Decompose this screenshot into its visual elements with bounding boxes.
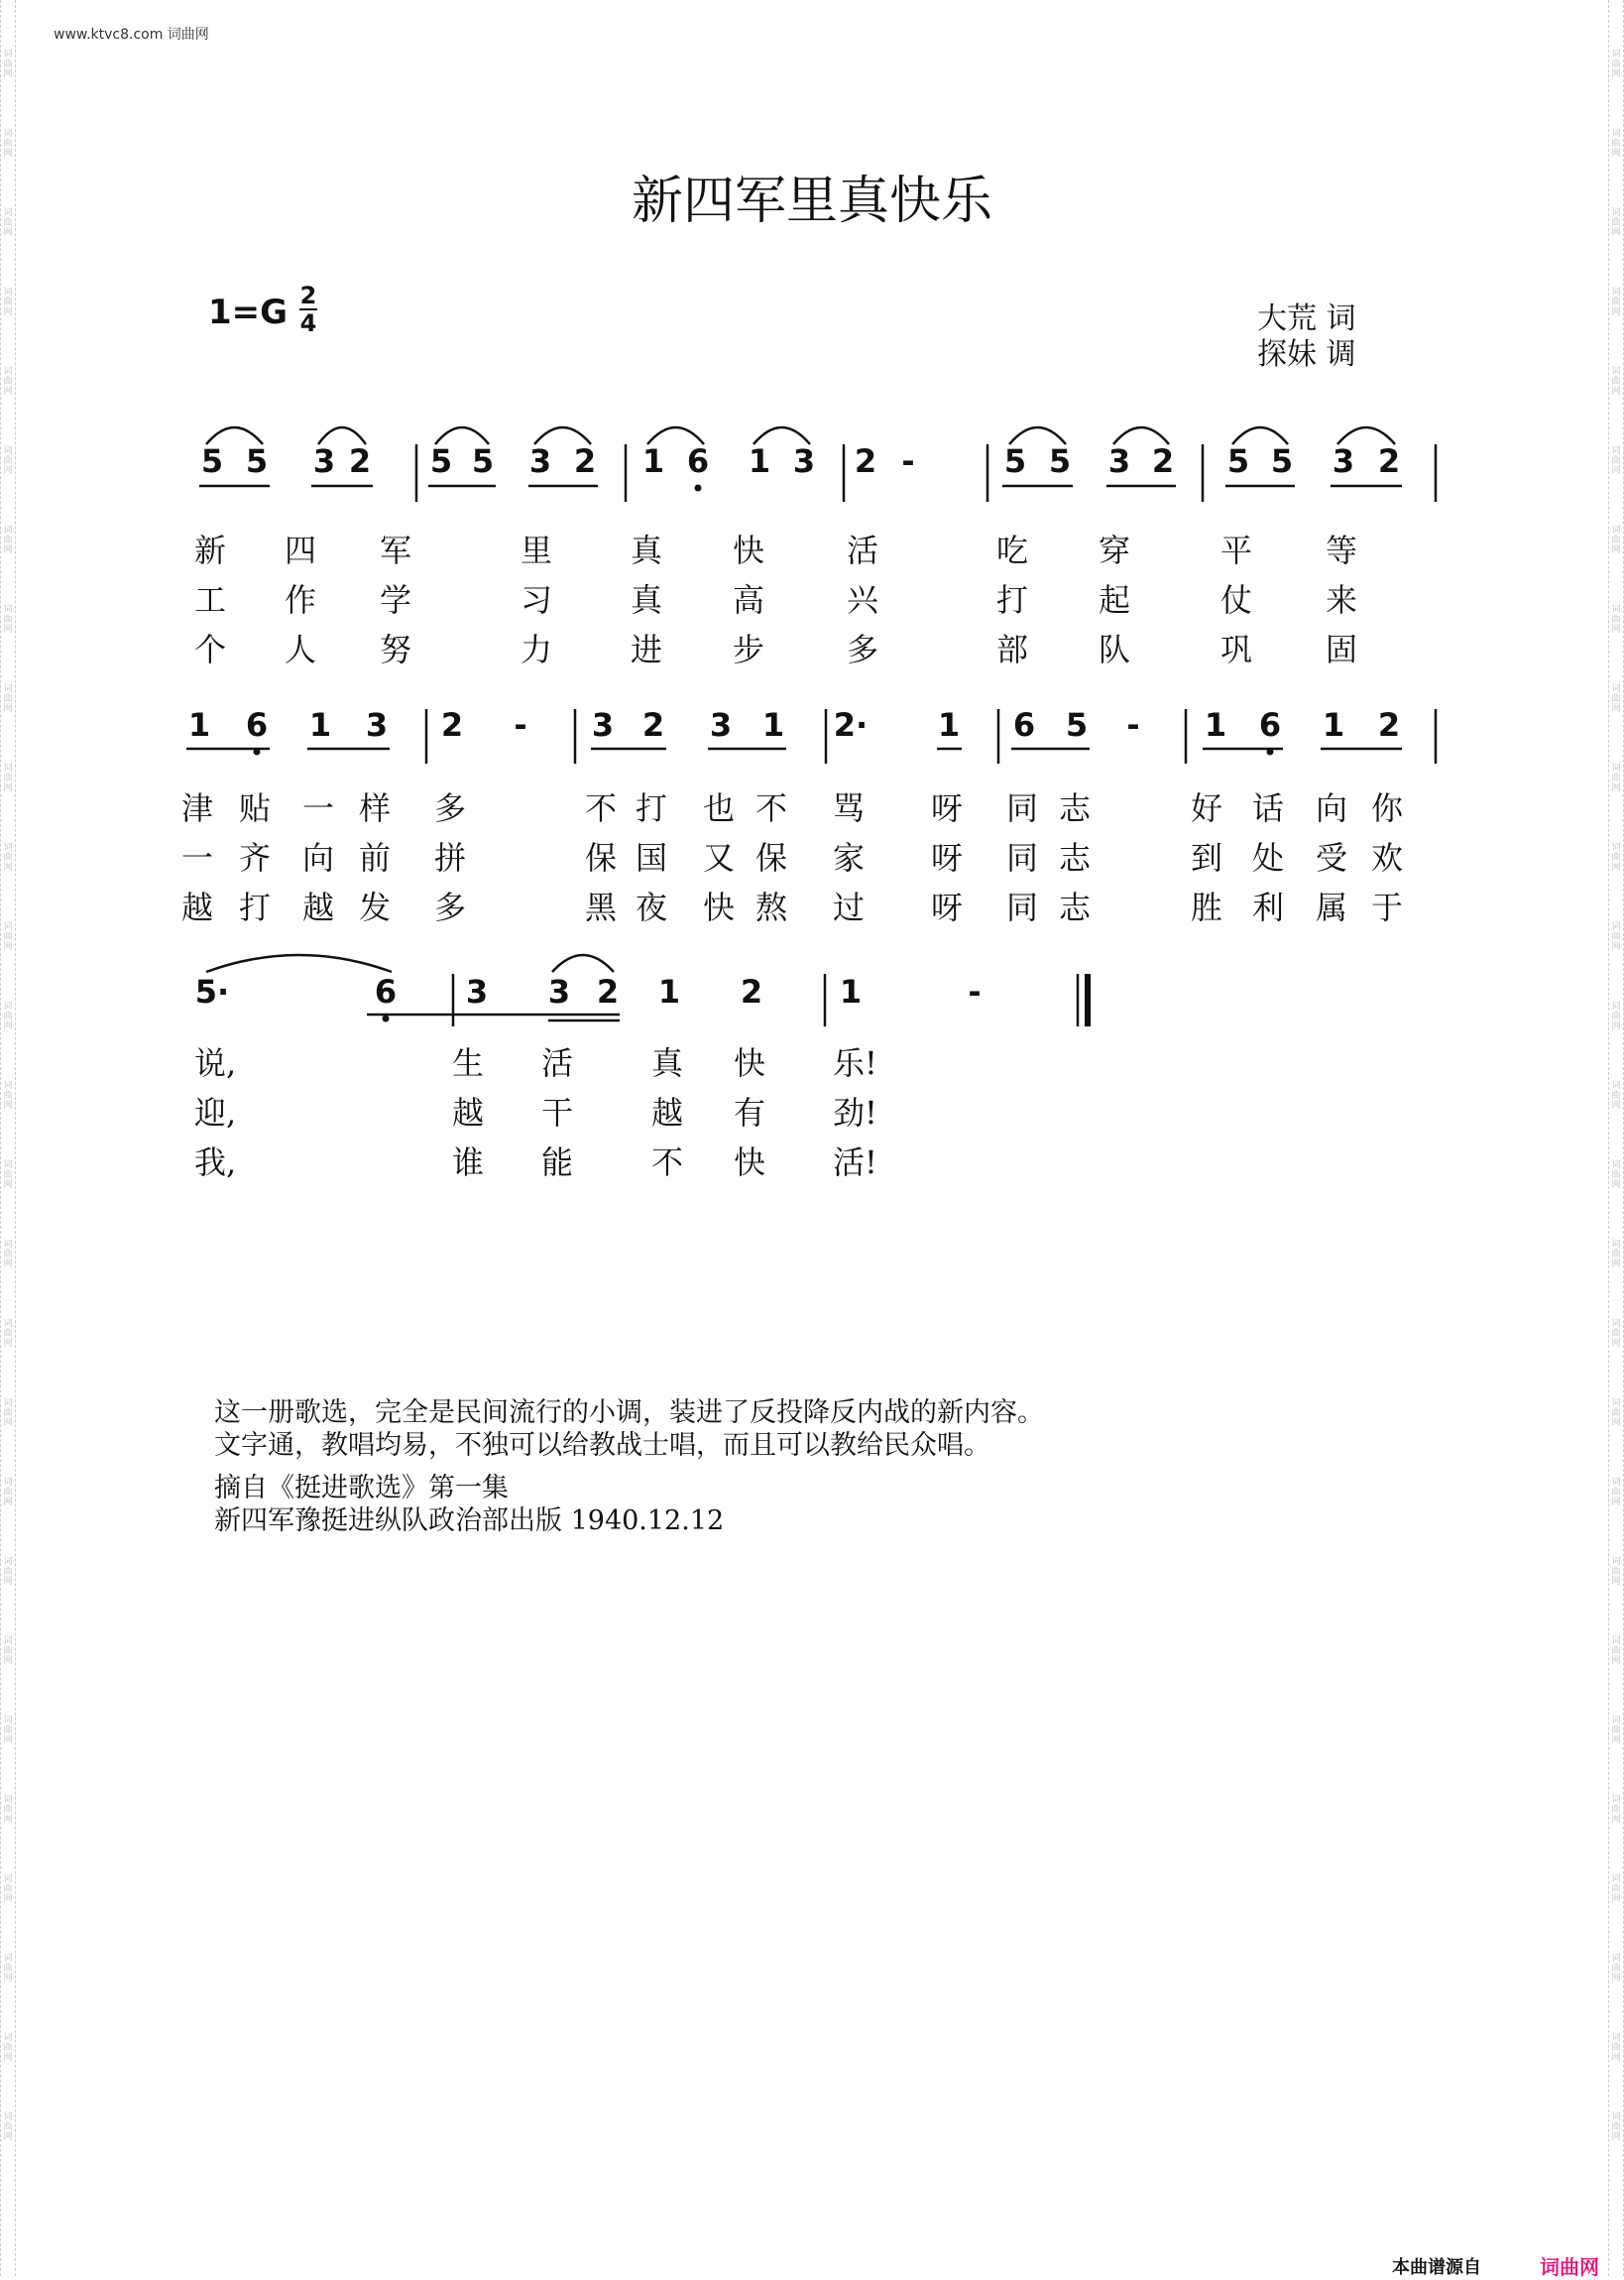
side-watermark-text: 词曲网 [1611,367,1621,397]
lyric-char: 平 [1220,532,1253,569]
note-2-6: - [514,706,527,744]
lyric-char: 于 [1371,889,1404,926]
lyric-char: 保 [755,839,788,877]
footer-source-label: 本曲谱源自 [1392,2257,1481,2278]
song-title: 新四军里真快乐 [631,172,992,231]
note-1-22: 2 [1377,442,1401,480]
lyric-char: 家 [833,839,866,877]
note-3-6: 1 [657,973,681,1011]
lyric-char: 兴 [847,581,879,619]
lyric-char: 样 [359,789,392,827]
side-watermark-text: 词曲网 [3,764,13,793]
lyric-char: 齐 [239,839,272,877]
side-watermark-text: 词曲网 [1611,1240,1621,1269]
lyric-char: 真 [631,532,663,569]
side-watermark-text: 词曲网 [3,1795,13,1825]
side-watermark-text: 词曲网 [1611,526,1621,555]
note-1-4: 2 [348,442,372,480]
lyric-char: 力 [521,631,553,668]
footnote-source: 摘自《挺进歌选》第一集 [214,1473,509,1503]
lyric-char: 人 [285,631,317,668]
lyric-char: 个 [194,631,227,668]
lyric-char: 军 [380,532,412,569]
note-1-7: 3 [528,442,552,480]
side-watermark-text: 词曲网 [1611,1954,1621,1983]
lyric-char: 乐! [833,1044,877,1082]
lyric-char: 呀 [931,889,964,926]
note-1-20: 5 [1270,442,1294,480]
note-3-4: 3 [547,973,571,1011]
note-3-3: 3 [465,973,489,1011]
lyric-char: 巩 [1220,631,1253,668]
side-watermark-text: 词曲网 [1611,1716,1621,1745]
side-watermark-text: 词曲网 [1611,1636,1621,1666]
side-watermark-text: 词曲网 [1611,1478,1621,1507]
lyric-char: 高 [733,581,765,619]
lyric-char: 欢 [1371,839,1404,877]
lower-octave-dot [695,485,702,492]
lyric-char: 仗 [1220,581,1253,619]
time-signature-top: 2 [299,282,317,309]
side-watermark-text: 词曲网 [3,50,13,79]
lower-octave-dot [383,1016,390,1022]
note-1-15: 5 [1003,442,1027,480]
lyric-char: 队 [1099,631,1131,668]
lyric-char: 生 [452,1044,485,1082]
lyric-char: 不 [585,789,618,827]
lyric-char: 你 [1371,789,1404,827]
lyric-char: 多 [434,889,467,926]
lyric-char: 骂 [833,789,866,827]
note-2-10: 1 [761,706,785,744]
lyric-char: 不 [651,1143,684,1181]
side-watermark-text: 词曲网 [1611,922,1621,952]
note-2-14: 5 [1065,706,1089,744]
side-watermark-text: 词曲网 [1611,1557,1621,1587]
note-2-16: 1 [1204,706,1227,744]
lyric-char: 真 [651,1044,684,1082]
note-3-1: 5· [194,973,230,1011]
lyric-char: 能 [541,1143,574,1181]
key-signature: 1=G [208,293,289,332]
note-2-12: 1 [937,706,961,744]
lyric-char: 熬 [755,889,788,926]
lyric-char: 黑 [585,889,618,926]
composer-credit: 探妹 调 [1257,337,1356,372]
lyric-char: 多 [847,631,879,668]
lyric-char: 来 [1326,581,1358,619]
lyric-char: 劲! [833,1094,877,1132]
note-2-1: 1 [187,706,211,744]
lyric-char: 四 [285,532,317,569]
lyric-char: 穿 [1099,532,1131,569]
side-watermark-text: 词曲网 [3,1081,13,1111]
lyric-char: 前 [359,839,392,877]
side-watermark-text: 词曲网 [3,208,13,238]
note-1-2: 5 [245,442,269,480]
lyric-char: 说, [194,1044,237,1082]
note-1-14: - [901,442,915,480]
note-3-5: 2 [596,973,620,1011]
lyric-char: 向 [302,839,335,877]
lyric-char: 快 [703,889,736,926]
note-2-9: 3 [709,706,733,744]
lyric-char: 处 [1252,839,1285,877]
note-2-7: 3 [591,706,615,744]
note-3-8: 1 [839,973,863,1011]
side-watermark-text: 词曲网 [3,1636,13,1666]
lyric-char: 吃 [996,532,1029,569]
side-watermark-text: 词曲网 [3,446,13,476]
side-watermark-text: 词曲网 [3,1160,13,1190]
lyric-char: 新 [194,532,227,569]
lyric-char: 保 [585,839,618,877]
lyric-char: 越 [651,1094,684,1132]
lyric-char: 习 [521,581,553,619]
lyric-char: 呀 [931,839,964,877]
side-watermark-text: 词曲网 [1611,288,1621,317]
lyric-char: 利 [1252,889,1285,926]
note-1-13: 2 [854,442,877,480]
side-watermark-text: 词曲网 [1611,446,1621,476]
lyric-char: 国 [636,839,668,877]
note-2-5: 2 [440,706,464,744]
note-2-8: 2 [641,706,665,744]
note-1-18: 2 [1151,442,1175,480]
note-1-21: 3 [1332,442,1355,480]
lyric-char: 快 [734,1143,766,1181]
lyric-char: 有 [734,1094,766,1132]
lyric-char: 过 [833,889,866,926]
side-watermark-text: 词曲网 [3,526,13,555]
lyric-char: 多 [434,789,467,827]
footer-brand-link[interactable]: 词曲网 [1540,2255,1599,2279]
lyric-char: 越 [302,889,335,926]
lyric-char: 津 [181,789,214,827]
note-1-5: 5 [429,442,453,480]
side-watermark-text: 词曲网 [3,684,13,714]
note-1-3: 3 [312,442,336,480]
note-2-19: 2 [1377,706,1401,744]
lyric-char: 迎, [194,1094,237,1132]
side-watermark-text: 词曲网 [1611,684,1621,714]
note-2-11: 2· [833,706,869,744]
side-watermark-text: 词曲网 [1611,1398,1621,1428]
side-watermark-text: 词曲网 [1611,605,1621,635]
side-watermark-text: 词曲网 [3,288,13,317]
lyric-char: 志 [1059,839,1092,877]
side-watermark-text: 词曲网 [1611,1874,1621,1904]
slur-arc [206,955,392,972]
lyric-char: 谁 [452,1143,485,1181]
note-1-16: 5 [1048,442,1072,480]
lyric-char: 一 [302,789,335,827]
lyric-char: 夜 [636,889,668,926]
lyric-char: 拼 [434,839,467,877]
footnote-line-2: 文字通，教唱均易，不独可以给教战士唱，而且可以教给民众唱。 [214,1430,990,1461]
lyric-char: 等 [1326,532,1358,569]
lyric-char: 属 [1316,889,1348,926]
lyric-char: 发 [359,889,392,926]
lyricist-credit: 大荒 词 [1257,301,1356,336]
lyric-char: 进 [631,631,663,668]
note-2-3: 1 [308,706,332,744]
side-watermark-text: 词曲网 [1611,50,1621,79]
note-1-9: 1 [641,442,665,480]
note-2-13: 6 [1012,706,1036,744]
lyric-char: 打 [636,789,668,827]
lyric-char: 同 [1006,839,1039,877]
lyric-char: 我, [194,1143,237,1181]
side-watermark-text: 词曲网 [1611,843,1621,873]
side-watermark-text: 词曲网 [3,367,13,397]
side-watermark-text: 词曲网 [3,1319,13,1349]
site-url[interactable]: www.ktvc8.com 词曲网 [54,27,209,43]
lyric-char: 里 [521,532,553,569]
note-3-9: - [968,973,982,1011]
side-watermark-text: 词曲网 [3,1478,13,1507]
lyric-char: 部 [996,631,1029,668]
lyric-char: 打 [239,889,272,926]
lyric-char: 志 [1059,789,1092,827]
side-watermark-text: 词曲网 [3,2033,13,2063]
side-watermark-text: 词曲网 [1611,2112,1621,2142]
lyric-char: 贴 [239,789,272,827]
lyric-char: 志 [1059,889,1092,926]
side-watermark-text: 词曲网 [1611,1081,1621,1111]
note-2-18: 1 [1322,706,1345,744]
note-2-17: 6 [1258,706,1282,744]
lyric-char: 固 [1326,631,1358,668]
lyric-char: 向 [1316,789,1348,827]
lyric-char: 越 [181,889,214,926]
side-watermark-text: 词曲网 [3,922,13,952]
lyric-char: 呀 [931,789,964,827]
lyric-char: 快 [734,1044,766,1082]
lyric-char: 干 [541,1094,574,1132]
lyric-char: 活 [541,1044,574,1082]
footnote-publisher: 新四军豫挺进纵队政治部出版 1940.12.12 [214,1505,725,1536]
lyric-char: 工 [194,581,227,619]
side-watermark-text: 词曲网 [1611,208,1621,238]
footnote-line-1: 这一册歌选，完全是民间流行的小调，装进了反投降反内战的新内容。 [214,1397,1044,1428]
side-watermark-text: 词曲网 [3,1557,13,1587]
side-watermark-text: 词曲网 [3,843,13,873]
side-watermark-text: 词曲网 [1611,1002,1621,1031]
side-watermark-text: 词曲网 [3,1954,13,1983]
note-1-6: 5 [471,442,495,480]
side-watermark-text: 词曲网 [1611,1795,1621,1825]
note-1-8: 2 [573,442,597,480]
time-signature-bottom: 4 [299,309,317,337]
side-watermark-text: 词曲网 [3,1716,13,1745]
lyric-char: 真 [631,581,663,619]
lyric-char: 作 [285,581,317,619]
lyric-char: 活! [833,1143,877,1181]
lyric-char: 不 [755,789,788,827]
side-watermark-text: 词曲网 [3,605,13,635]
side-watermark-text: 词曲网 [1611,764,1621,793]
lyric-char: 努 [380,631,412,668]
note-3-7: 2 [740,973,763,1011]
note-2-15: - [1126,706,1140,744]
side-watermark-text: 词曲网 [3,1398,13,1428]
side-watermark-text: 词曲网 [3,1240,13,1269]
side-watermark-text: 词曲网 [1611,1319,1621,1349]
lyric-char: 打 [996,581,1029,619]
lyric-char: 到 [1191,839,1223,877]
lyric-char: 话 [1252,789,1285,827]
note-2-4: 3 [365,706,389,744]
lyric-char: 学 [380,581,412,619]
side-watermark-text: 词曲网 [3,129,13,159]
lyric-char: 步 [733,631,765,668]
side-watermark-text: 词曲网 [1611,129,1621,159]
note-1-17: 3 [1107,442,1131,480]
side-watermark-text: 词曲网 [3,2112,13,2142]
note-1-1: 5 [200,442,224,480]
note-1-12: 3 [792,442,816,480]
lyric-char: 胜 [1191,889,1223,926]
lyric-char: 快 [733,532,765,569]
note-1-10: 6 [686,442,710,480]
side-watermark-text: 词曲网 [3,1002,13,1031]
lyric-char: 同 [1006,889,1039,926]
slur-arc [552,955,614,972]
lyric-char: 越 [452,1094,485,1132]
side-watermark-text: 词曲网 [3,1874,13,1904]
lyric-char: 受 [1316,839,1348,877]
lyric-char: 好 [1191,789,1223,827]
side-watermark-text: 词曲网 [1611,2033,1621,2063]
lyric-char: 也 [703,789,736,827]
lyric-char: 同 [1006,789,1039,827]
lyric-char: 一 [181,839,214,877]
lyric-char: 活 [847,532,879,569]
lyric-char: 又 [703,839,736,877]
note-2-2: 6 [245,706,269,744]
side-watermark-text: 词曲网 [1611,1160,1621,1190]
note-3-2: 6 [374,973,398,1011]
note-1-19: 5 [1226,442,1250,480]
lyric-char: 起 [1099,581,1131,619]
note-1-11: 1 [748,442,771,480]
